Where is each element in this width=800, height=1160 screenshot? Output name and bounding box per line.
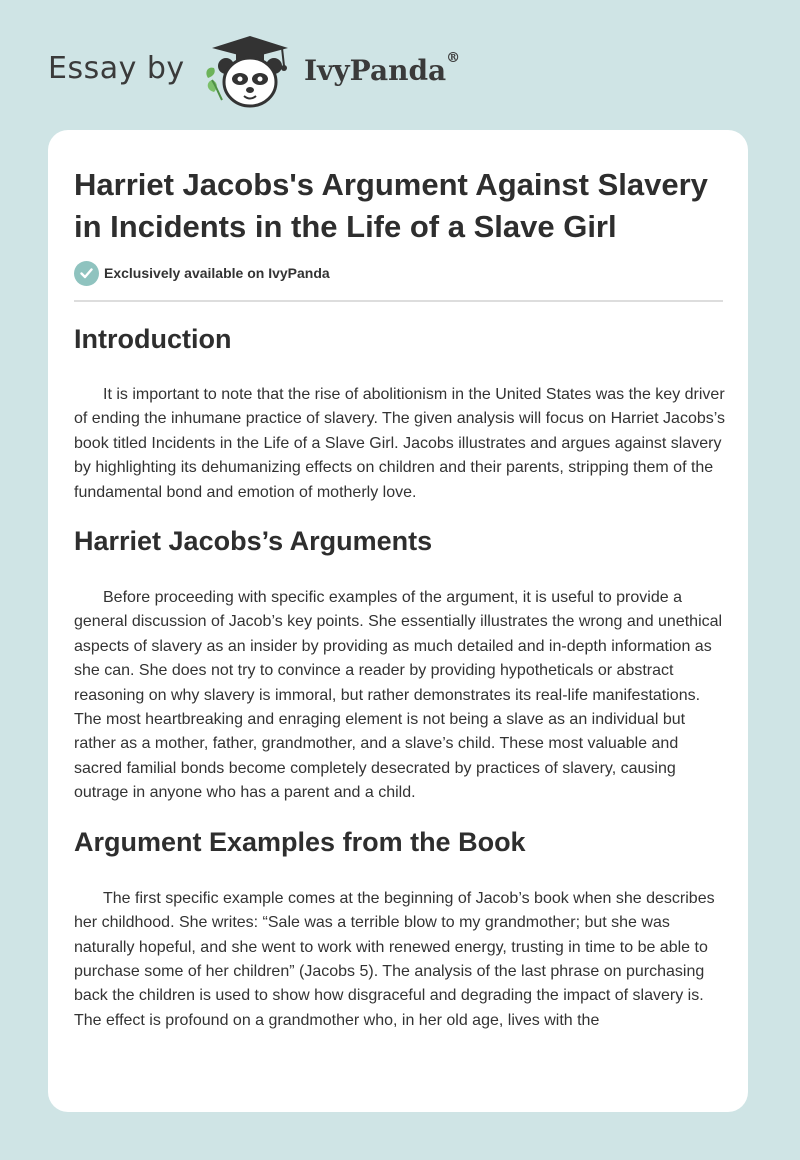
article-title: Harriet Jacobs's Argument Against Slavery in Incidents in the Life of a Slave Girl xyxy=(74,167,708,244)
divider xyxy=(74,300,723,302)
brand-name xyxy=(304,50,461,87)
section-paragraph: The first specific example comes at the beginning of Jacob’s book when she describes her childhood. She writes: “Sale was a terrible blow to my grandmother; but she was naturally hopeful, and she went to work with renewed energy, trusting in time to be able to purchase some of her children” (Jacobs 5). The analysis of the last phrase on purchasing back the children is used to show how disgraceful and degrading the impact of slavery is. The effect is profound on a grandmother who, in her old age, lives with the xyxy=(74,889,715,1029)
brand-text: IvyPanda xyxy=(304,54,447,87)
article-content xyxy=(74,164,724,1033)
exclusive-badge xyxy=(74,260,724,286)
section-paragraph: It is important to note that the rise of abolitionism in the United States was the key driver of ending the inhumane practice of slavery. The given analysis will focus on Harriet Jacobs’s book titled Incidents in the Life of a Slave Girl. Jacobs illustrates and argues against slavery by highlighting its dehumanizing effects on children and their parents, stripping them of the fundamental bond and emotion of motherly love. xyxy=(74,386,726,501)
site-header xyxy=(48,34,508,110)
section-paragraph: Before proceeding with specific examples of the argument, it is useful to provide a general discussion of Jacob’s key points. She essentially illustrates the wrong and unethical aspects of slavery as an insider by providing as much detailed and in-depth information as she can. She does not try to convince a reader by providing hypotheticals or abstract reasoning on why slavery is immoral, but rather demonstrates its real-life manifestations. The most heartbreaking and enraging element is not being a slave as an individual but rather as a mother, father, grandmother, and a slave’s child. These most valuable and sacred familial bonds become completely desecrated by practices of slavery, causing outrage in anyone who has a parent and a child. xyxy=(74,589,723,802)
registered-mark: ® xyxy=(446,50,461,66)
check-icon xyxy=(74,261,99,286)
article-card xyxy=(48,130,748,1112)
ivypanda-logo-icon[interactable] xyxy=(202,34,298,110)
section-heading: Argument Examples from the Book xyxy=(74,826,526,857)
section-heading: Harriet Jacobs’s Arguments xyxy=(74,526,433,557)
exclusive-badge-label: Exclusively available on IvyPanda xyxy=(104,265,330,281)
essay-by-label: Essay by xyxy=(48,51,185,86)
section-heading: Introduction xyxy=(74,324,232,354)
